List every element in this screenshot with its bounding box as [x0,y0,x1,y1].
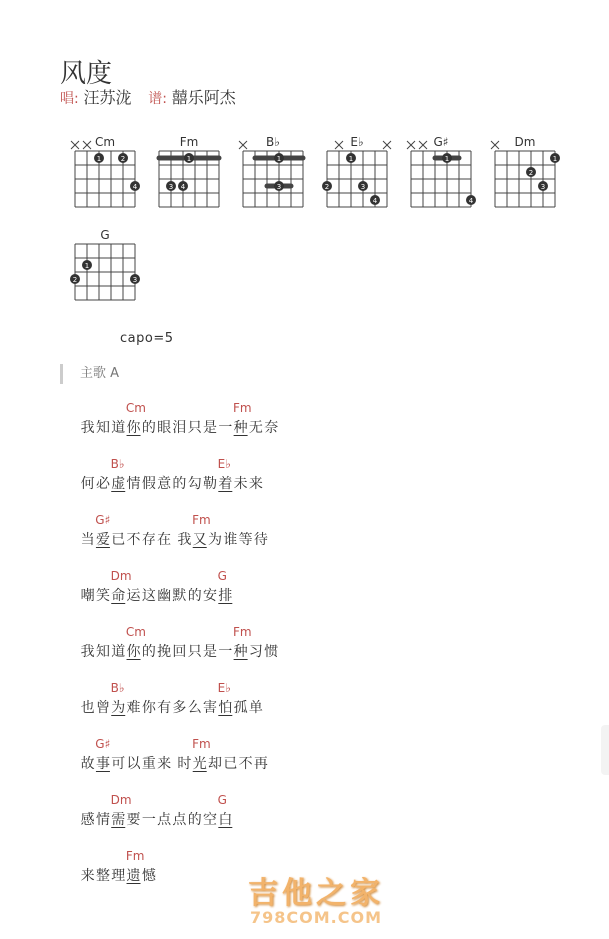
lyric-char: 一 [141,812,156,828]
chord-diagram [69,135,141,215]
lyric-char: 憾 [141,868,156,884]
lyric-char: 回 [172,644,187,660]
lyric-char: 的 [172,476,187,492]
lyric-text [80,681,264,717]
chord-mark: Fm [232,401,252,415]
lyric-char: 曾 [95,700,110,716]
lyric-text [80,625,279,661]
finger-number: 4 [468,197,474,205]
lyric-char: 谁 [223,532,238,548]
lyric-char: 也 [80,700,95,716]
lyric-char: 勾 [187,476,202,492]
lyric-char: 多 [172,700,187,716]
lyric-char: 感 [80,812,95,828]
lyric-char: 来 [157,756,172,772]
chord-name: B♭ [266,135,280,149]
lyric-char: 的 [141,644,156,660]
muted-string-mark [239,141,247,149]
lyric-char: 害 [203,700,218,716]
lyric-char: 你 Cm [125,401,146,436]
lyric-char: 等 [238,532,253,548]
lyric-char: 幽 [157,588,172,604]
chord-mark: G♯ [95,737,111,751]
section-label: 主歌 A [60,364,119,384]
lyric-char: 你 [141,700,156,716]
lyric-char: 我 [80,420,95,436]
lyric-char: 当 [80,532,95,548]
chord-mark: G [217,793,227,807]
chord-mark: B♭ [110,681,125,695]
chord-diagram [237,135,309,215]
song-title: 风度 [60,59,113,90]
finger-number: 1 [552,155,558,163]
lyric-char: 空 [203,812,218,828]
lyric-char: 道 [111,420,126,436]
chord-mark: Cm [125,625,146,639]
lyric-text [80,793,233,829]
muted-string-mark [407,141,415,149]
chord-diagram [405,135,477,215]
lyric-char: 已 [223,756,238,772]
lyric-text [80,457,264,493]
chord-diagram [153,135,225,215]
lyric-char: 何 [80,476,95,492]
lyric-char: 我 [80,644,95,660]
lyric-char: 怕 E♭ [217,681,233,716]
chord-diagrams [0,130,609,320]
lyric-text [80,569,233,605]
lyric-char: 只 [187,420,202,436]
lyric-char: 点 [172,812,187,828]
muted-string-mark [83,141,91,149]
lyric-char: 安 [203,588,218,604]
finger-number: 3 [132,276,138,284]
lyric-char: 理 [111,868,126,884]
finger-number: 1 [348,155,354,163]
lyric-char: 眼 [157,420,172,436]
composer-link[interactable]: 囍乐阿杰 [171,88,236,107]
chord-mark: E♭ [217,457,231,471]
lyric-char: 挽 [157,644,172,660]
finger-number: 1 [276,155,282,163]
lyric-text [80,513,269,549]
lyric-char: 虚 B♭ [110,457,126,492]
muted-string-mark [491,141,499,149]
watermark-url: 798COM.COM [249,908,382,927]
lyric-char: 假 [141,476,156,492]
finger-number: 3 [168,183,174,191]
lyric-text [80,737,269,773]
lyric-char: 种 Fm [232,625,252,660]
lyric-char: 点 [157,812,172,828]
lyric-char: 未 [233,476,248,492]
lyric-char: 必 [95,476,110,492]
lyric-char: 笑 [95,588,110,604]
chord-mark: Fm [192,737,211,751]
chord-mark: Dm [110,793,132,807]
lyric-char: 无 [248,420,263,436]
lyric-char: 情 [95,812,110,828]
finger-number: 4 [180,183,186,191]
lyric-char: 着 E♭ [217,457,233,492]
lyric-char: 知 [95,644,110,660]
lyric-char: 一 [218,420,233,436]
chord-mark: B♭ [110,457,125,471]
lyric-char: 是 [203,420,218,436]
song-meta [60,85,248,108]
chord-name: Dm [514,135,536,149]
finger-number: 2 [528,169,534,177]
finger-number: 3 [540,183,546,191]
lyric-char: 运 [126,588,141,604]
lyric-char: 以 [126,756,141,772]
muted-string-mark [71,141,79,149]
lyric-char: 是 [203,644,218,660]
lyric-char: 要 [126,812,141,828]
chord-mark: Fm [125,849,145,863]
lyric-char: 只 [187,644,202,660]
finger-number: 4 [132,183,138,191]
lyric-char: 故 [80,756,95,772]
lyric-char: 爱 G♯ [95,513,111,548]
finger-number: 1 [186,155,192,163]
lyric-char: 你 Cm [125,625,146,660]
finger-number: 1 [444,155,450,163]
chord-name: E♭ [350,135,364,149]
chord-mark: Cm [125,401,146,415]
lyric-char: 我 [177,532,192,548]
finger-number: 2 [72,276,78,284]
lyric-char: 为 [208,532,223,548]
lyric-char: 情 [126,476,141,492]
lyric-char: 在 [157,532,172,548]
lyric-char: 的 [141,420,156,436]
lyric-text [80,401,279,437]
lyric-char: 不 [238,756,253,772]
lyric-char: 为 B♭ [110,681,126,716]
lyric-char: 勒 [203,476,218,492]
finger-number: 2 [324,183,330,191]
chord-name: Fm [179,135,199,149]
chord-mark: Dm [110,569,132,583]
lyric-char: 重 [141,756,156,772]
lyric-char: 单 [248,700,263,716]
lyric-char: 惯 [264,644,279,660]
lyric-char: 白 G [217,793,233,828]
lyric-char: 种 Fm [232,401,252,436]
finger-number: 2 [120,155,126,163]
composer-label: 谱: [148,91,168,107]
capo-info: capo=5 [120,331,174,346]
lyric-char: 的 [187,588,202,604]
chord-diagram [69,228,141,308]
finger-number: 1 [84,262,90,270]
singer-label: 唱: [60,91,79,107]
lyric-char: 事 G♯ [95,737,111,772]
singer-link[interactable]: 汪苏泷 [83,88,132,107]
lyric-char: 的 [187,812,202,828]
lyric-text [80,849,156,885]
chord-mark: G [217,569,227,583]
lyric-char: 可 [111,756,126,772]
muted-string-mark [335,141,343,149]
chord-mark: Fm [192,513,211,527]
finger-number: 4 [372,197,378,205]
lyric-char: 再 [253,756,268,772]
chord-name: G [100,228,110,242]
lyric-char: 时 [177,756,192,772]
chord-mark: E♭ [217,681,231,695]
chord-mark: G♯ [95,513,111,527]
watermark-logo [236,868,396,927]
chord-mark: Fm [232,625,252,639]
lyric-char: 需 Dm [110,793,132,828]
lyric-char: 遗 Fm [125,849,145,884]
lyric-char: 待 [253,532,268,548]
finger-number: 3 [360,183,366,191]
chord-diagram [489,135,561,215]
lyric-char: 已 [111,532,126,548]
muted-string-mark [419,141,427,149]
chord-name: Cm [94,135,116,149]
lyric-char: 奈 [264,420,279,436]
chord-name: G♯ [433,135,449,149]
lyric-char: 来 [80,868,95,884]
finger-number: 1 [96,155,102,163]
lyric-char: 又 Fm [192,513,211,548]
lyric-char: 么 [187,700,202,716]
lyric-char: 光 Fm [192,737,211,772]
lyric-char: 排 G [217,569,233,604]
lyric-char: 难 [126,700,141,716]
watermark-title: 吉他之家 [248,876,384,911]
lyric-char: 命 Dm [110,569,132,604]
chord-diagram [321,135,393,215]
lyric-char: 一 [218,644,233,660]
lyric-char: 来 [248,476,263,492]
lyric-char: 存 [141,532,156,548]
lyric-char: 嘲 [80,588,95,604]
lyric-char: 不 [126,532,141,548]
lyric-char: 道 [111,644,126,660]
muted-string-mark [383,141,391,149]
side-scroll-handle[interactable] [601,725,609,775]
lyric-char: 意 [157,476,172,492]
lyric-char: 这 [141,588,156,604]
lyric-char: 泪 [172,420,187,436]
lyric-char: 默 [172,588,187,604]
lyric-char: 有 [157,700,172,716]
lyric-char: 知 [95,420,110,436]
lyric-char: 习 [248,644,263,660]
lyric-char: 孤 [233,700,248,716]
lyric-char: 整 [95,868,110,884]
lyric-char: 却 [208,756,223,772]
finger-number: 3 [276,183,282,191]
